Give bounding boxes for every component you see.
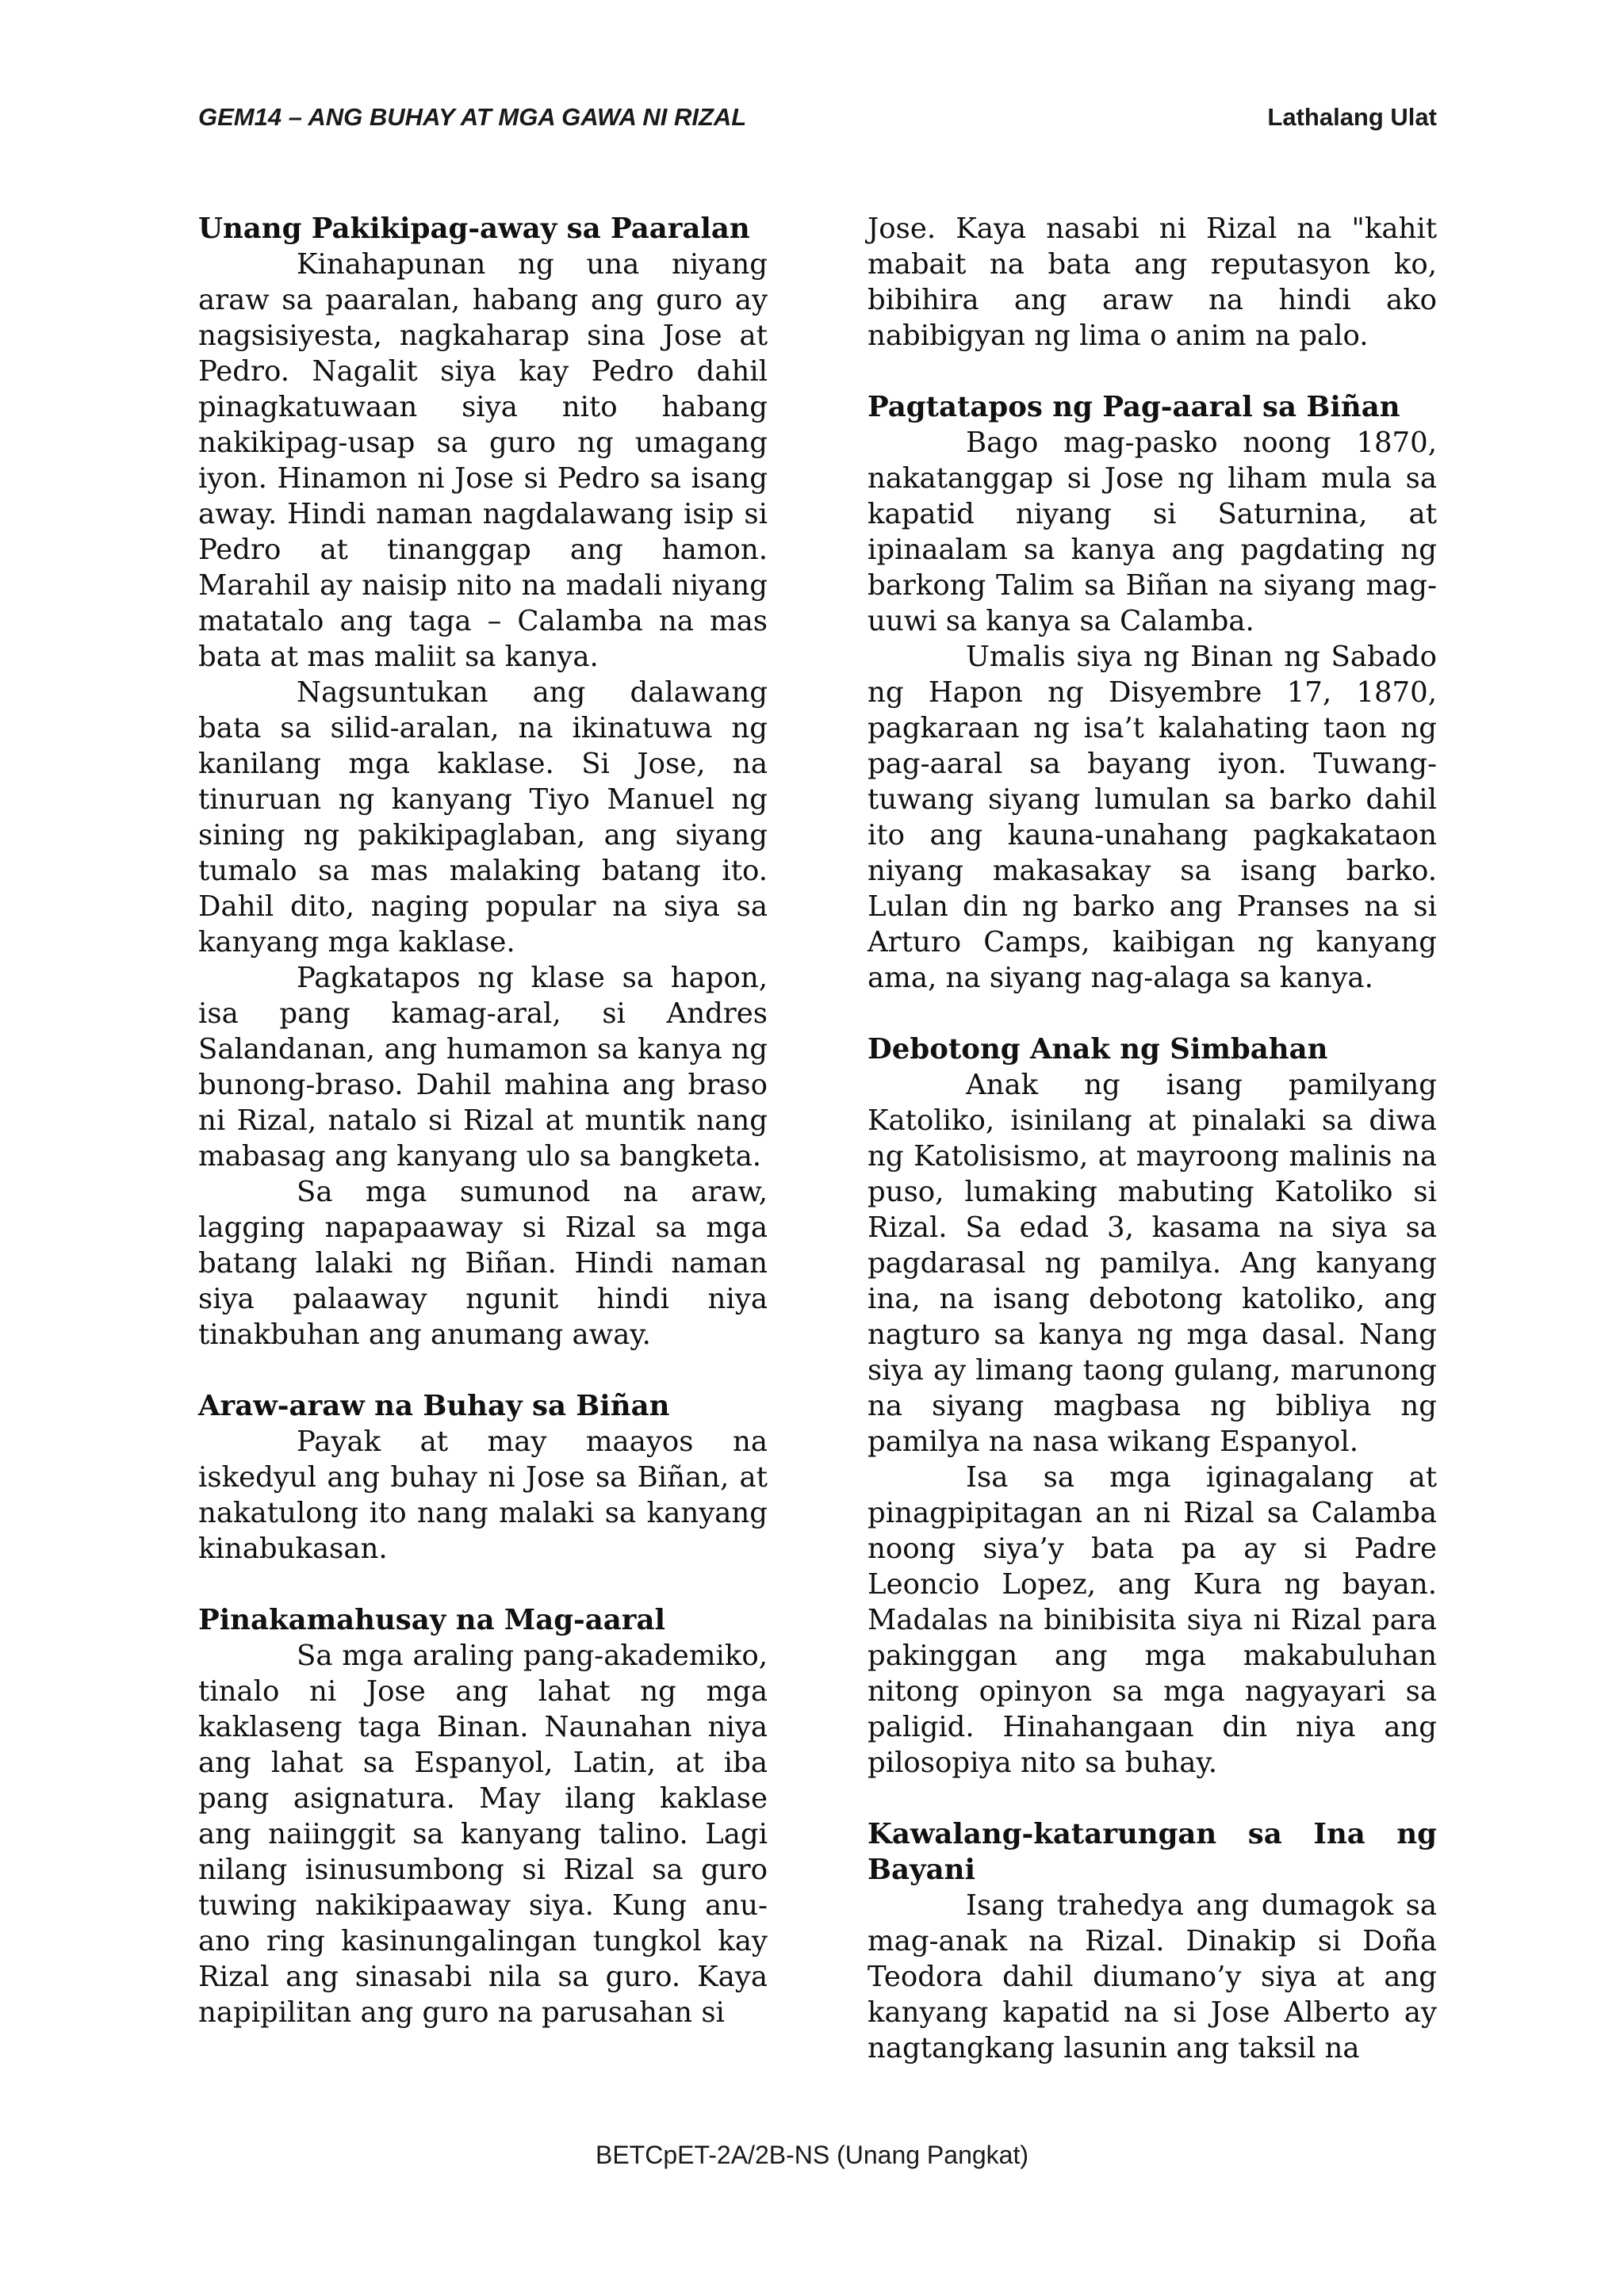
section-kawalang-katarungan — [868, 1816, 1437, 2066]
header-label: Lathalang Ulat — [1267, 103, 1437, 131]
page-footer: BETCpET-2A/2B-NS (Unang Pangkat) — [595, 2141, 1028, 2169]
paragraph: Sa mga araling pang-akademiko, tinalo ni Jose ang lahat ng mga kaklaseng taga Binan. Naunahan niya ang lahat sa Espanyol, Latin, at iba pang asignatura. May ilang kaklase ang naiinggit sa kanyang talino. Lagi nilang isinusumbong si Rizal sa guro tuwing nakikipaaway siya. Kung anu-ano ring kasinungalingan tungkol kay Rizal ang sinasabi nila sa guro. Kaya napipilitan ang guro na parusahan si — [198, 1640, 768, 2029]
paragraph: Sa mga sumunod na araw, lagging napapaaway si Rizal sa mga batang lalaki ng Biñan. Hindi naman siya palaaway ngunit hindi niya tinakbuhan ang anumang away. — [198, 1176, 768, 1351]
section-pagtatapos-ng-pag-aaral — [868, 389, 1437, 996]
section-debotong-anak — [868, 1031, 1437, 1781]
paragraph: Isa sa mga iginagalang at pinagpipitagan an ni Rizal sa Calamba noong siya’y bata pa ay si Padre Leoncio Lopez, ang Kura ng bayan. Madalas na binibisita siya ni Rizal para pakinggan ang mga makabuluhan nitong opinyon sa mga nagyayari sa paligid. Hinahangaan din niya ang pilosopiya nito sa buhay. — [868, 1461, 1437, 1779]
paragraph: Bago mag-pasko noong 1870, nakatanggap si Jose ng liham mula sa kapatid niyang si Saturnina, at ipinaalam sa kanya ang pagdating ng barkong Talim sa Biñan na siyang mag-uuwi sa kanya sa Calamba. — [868, 427, 1437, 637]
section-heading: Unang Pakikipag-away sa Paaralan — [198, 212, 750, 245]
section-heading: Pagtatapos ng Pag-aaral sa Biñan — [868, 391, 1400, 423]
left-column — [198, 211, 768, 2030]
right-column — [868, 211, 1437, 2066]
section-continuation — [868, 211, 1437, 354]
paragraph: Nagsuntukan ang dalawang bata sa silid-aralan, na ikinatuwa ng kanilang mga kaklase. Si Jose, na tinuruan ng kanyang Tiyo Manuel ng sining ng pakikipaglaban, ang siyang tumalo sa mas malaking batang ito. Dahil dito, naging popular na siya sa kanyang mga kaklase. — [198, 676, 768, 959]
paragraph: Anak ng isang pamilyang Katoliko, isinilang at pinalaki sa diwa ng Katolisismo, at mayroong malinis na puso, lumaking mabuting Katoliko si Rizal. Sa edad 3, kasama na siya sa pagdarasal ng pamilya. Ang kanyang ina, na isang debotong katoliko, ang nagturo sa kanya ng mga dasal. Nang siya ay limang taong gulang, marunong na siyang magbasa ng bibliya ng pamilya na nasa wikang Espanyol. — [868, 1069, 1437, 1458]
paragraph: Kinahapunan ng una niyang araw sa paaralan, habang ang guro ay nagsisiyesta, nagkaharap sina Jose at Pedro. Nagalit siya kay Pedro dahil pinagkatuwaan siya nito habang nakikipag-usap sa guro ng umagang iyon. Hinamon ni Jose si Pedro sa isang away. Hindi naman nagdalawang isip si Pedro at tinanggap ang hamon. Marahil ay naisip nito na madali niyang matatalo ang taga – Calamba na mas bata at mas maliit sa kanya. — [198, 248, 768, 673]
header-title: GEM14 – ANG BUHAY AT MGA GAWA NI RIZAL — [198, 103, 747, 131]
section-heading: Araw-araw na Buhay sa Biñan — [198, 1390, 670, 1422]
section-unang-pakikipag-away — [198, 211, 768, 1353]
section-heading: Pinakamahusay na Mag-aaral — [198, 1604, 665, 1636]
section-heading: Kawalang-katarungan sa Ina ng Bayani — [868, 1818, 1437, 1886]
paragraph: Isang trahedya ang dumagok sa mag-anak na Rizal. Dinakip si Doña Teodora dahil diumano’y siya at ang kanyang kapatid na si Jose Alberto ay nagtangkang lasunin ang taksil na — [868, 1889, 1437, 2064]
paragraph: Payak at may maayos na iskedyul ang buhay ni Jose sa Biñan, at nakatulong ito nang malaki sa kanyang kinabukasan. — [198, 1425, 768, 1565]
section-araw-araw-na-buhay — [198, 1388, 768, 1567]
paragraph: Umalis siya ng Binan ng Sabado ng Hapon ng Disyembre 17, 1870, pagkaraan ng isa’t kalahating taon ng pag-aaral sa bayang iyon. Tuwang-tuwang siyang lumulan sa barko dahil ito ang kauna-unahang pagkakataon niyang makasakay sa isang barko. Lulan din ng barko ang Pranses na si Arturo Camps, kaibigan ng kanyang ama, na siyang nag-alaga sa kanya. — [868, 641, 1437, 994]
paragraph: Pagkatapos ng klase sa hapon, isa pang kamag-aral, si Andres Salandanan, ang humamon sa kanya ng bunong-braso. Dahil mahina ang braso ni Rizal, natalo si Rizal at muntik nang mabasag ang kanyang ulo sa bangketa. — [198, 962, 768, 1173]
paragraph-continuation: Jose. Kaya nasabi ni Rizal na "kahit mabait na bata ang reputasyon ko, bibihira ang araw na hindi ako nabibigyan ng lima o anim na palo. — [868, 212, 1437, 352]
section-heading: Debotong Anak ng Simbahan — [868, 1033, 1328, 1066]
section-pinakamahusay-na-mag-aaral — [198, 1602, 768, 2030]
